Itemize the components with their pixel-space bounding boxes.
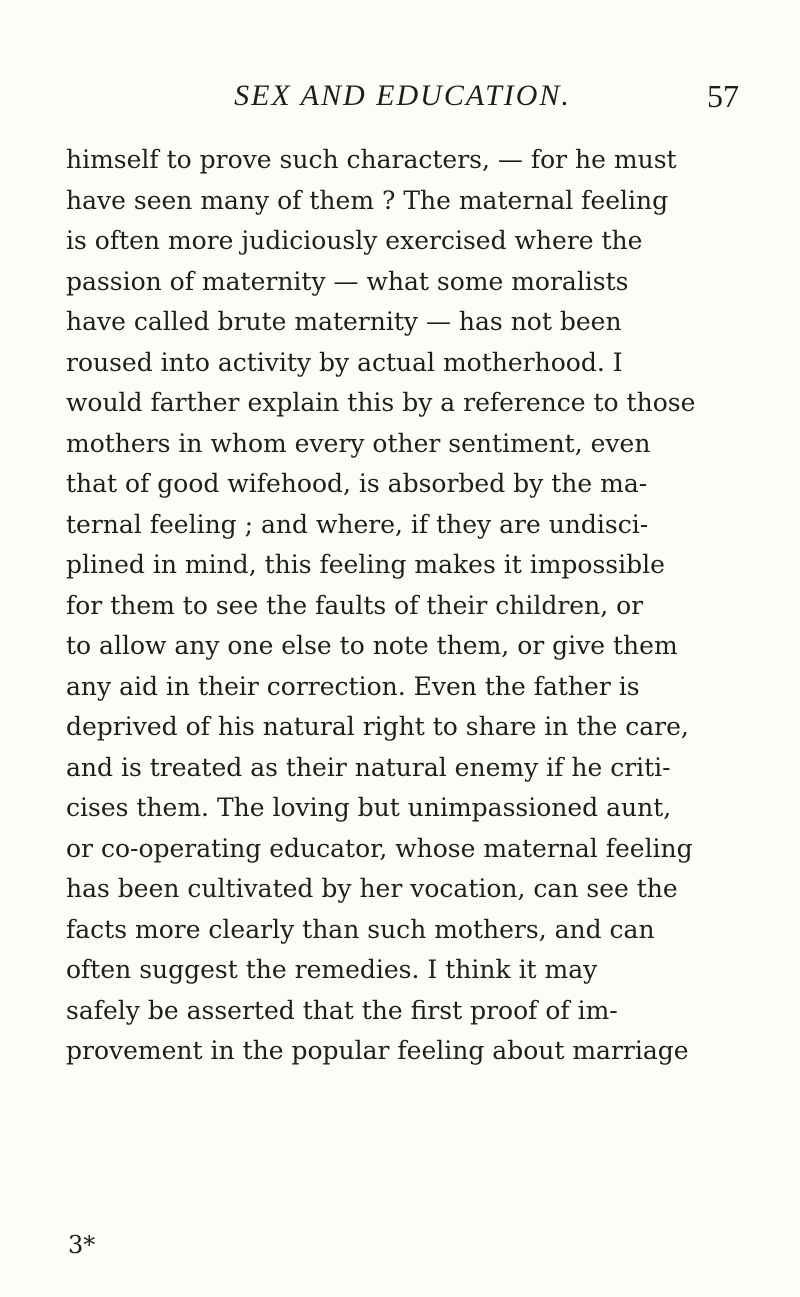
text-line: or co-operating educator, whose maternal feeling — [66, 833, 693, 863]
text-line: passion of maternity — what some moralists — [66, 266, 629, 296]
text-line: plined in mind, this feeling makes it impossible — [66, 550, 665, 579]
text-line: has been cultivated by her vocation, can see the — [66, 874, 678, 903]
text-line: any aid in their correction. Even the father is — [66, 671, 640, 701]
running-head — [66, 76, 739, 116]
text-line: and is treated as their natural enemy if he criti- — [66, 752, 671, 782]
text-line: facts more clearly than such mothers, and can — [66, 914, 655, 944]
text-line: cises them. The loving but unimpassioned aunt, — [66, 793, 672, 822]
text-line: to allow any one else to note them, or give them — [66, 631, 678, 660]
text-line: have seen many of them ? The maternal feeling — [66, 185, 669, 215]
text-line: roused into activity by actual motherhood. I — [66, 347, 623, 377]
text-line: would farther explain this by a reference to those — [66, 388, 696, 417]
body-text — [66, 140, 739, 1072]
text-line: safely be asserted that the first proof of im- — [66, 995, 618, 1025]
signature-mark: 3* — [68, 1231, 96, 1259]
text-line: mothers in whom every other sentiment, even — [66, 428, 651, 458]
text-line: have called brute maternity — has not been — [66, 307, 622, 336]
text-line: for them to see the faults of their children, or — [66, 590, 644, 620]
text-line: often suggest the remedies. I think it may — [66, 955, 598, 984]
running-title: SEX AND EDUCATION. — [234, 79, 571, 112]
text-line: is often more judiciously exercised where the — [66, 226, 643, 255]
text-line: provement in the popular feeling about marriage — [66, 1036, 689, 1065]
text-line: himself to prove such characters, — for he must — [66, 145, 677, 174]
page-number: 57 — [707, 78, 739, 114]
text-line: that of good wifehood, is absorbed by the ma- — [66, 469, 648, 498]
text-line: ternal feeling ; and where, if they are undisci- — [66, 509, 649, 539]
text-line: deprived of his natural right to share in the care, — [66, 712, 689, 741]
